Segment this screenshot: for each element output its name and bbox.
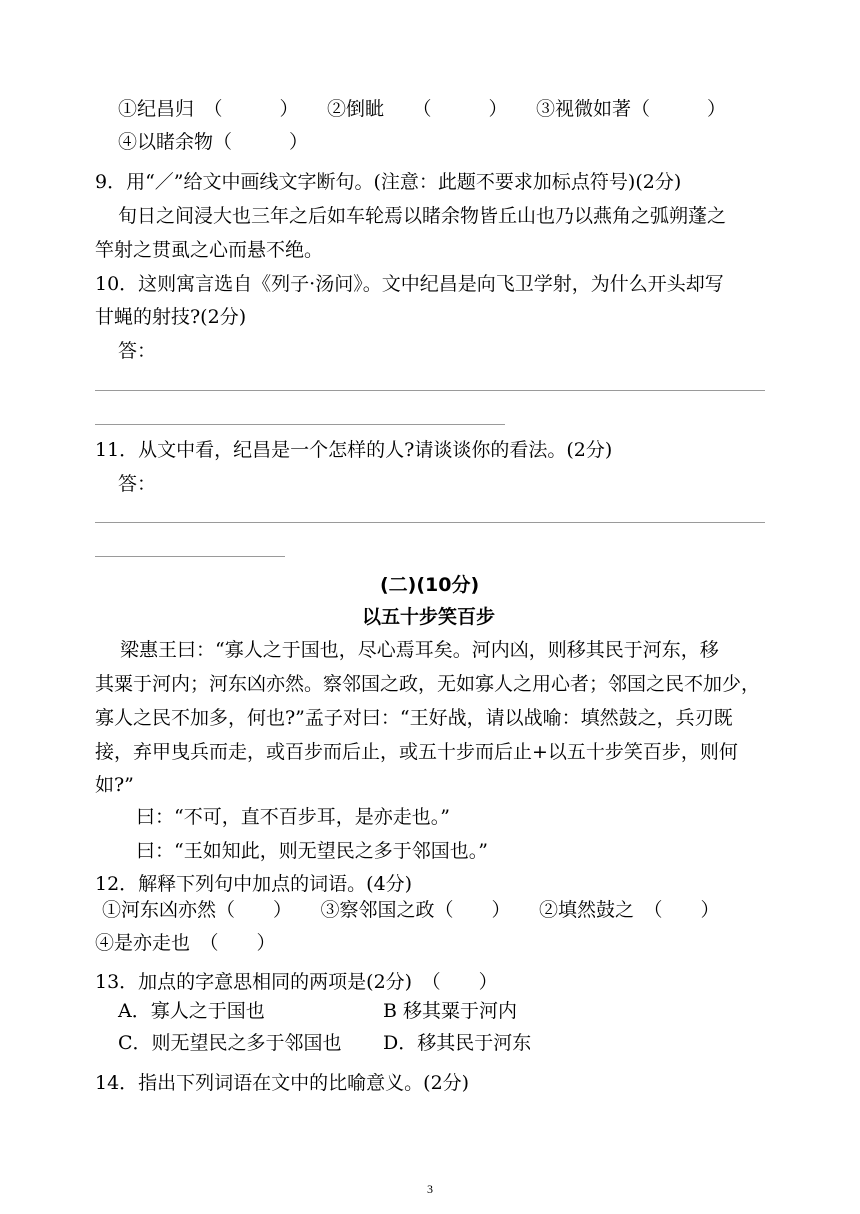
q10-question-line-1: 10．这则寓言选自《列子·汤问》。文中纪昌是向飞卫学射，为什么开头却写 bbox=[95, 273, 724, 295]
q13-option-c: C．则无望民之多于邻国也 bbox=[118, 1032, 342, 1054]
q11-answer-line-1[interactable] bbox=[95, 522, 765, 523]
passage-line-1: 梁惠王曰：“寡人之于国也，尽心焉耳矣。河内凶，则移其民于河东，移 bbox=[120, 639, 719, 661]
q13-question: 13．加点的字意思相同的两项是(2分) （ ） bbox=[95, 971, 498, 993]
q10-answer-label: 答： bbox=[118, 340, 157, 362]
q11-question: 11．从文中看，纪昌是一个怎样的人?请谈谈你的看法。(2分) bbox=[95, 439, 613, 461]
q13-option-d: D．移其民于河东 bbox=[383, 1032, 532, 1054]
section-heading: (二)(10分) bbox=[380, 574, 480, 596]
passage-line-3: 寡人之民不加多，何也?”孟子对曰：“王好战，请以战喻：填然鼓之，兵刃既 bbox=[95, 707, 733, 729]
q12-question: 12．解释下列句中加点的词语。(4分) bbox=[95, 873, 413, 895]
q9-question: 9．用“／”给文中画线文字断句。(注意：此题不要求加标点符号)(2分) bbox=[95, 171, 682, 193]
passage-line-7: 曰：“王如知此，则无望民之多于邻国也。” bbox=[136, 840, 488, 862]
q9-text-line-2: 竿射之贯虱之心而悬不绝。 bbox=[95, 239, 324, 261]
q8-options-line-1: ①纪昌归 （ ） ②倒眦 （ ） ③视微如著（ ） bbox=[118, 98, 727, 120]
q9-text-line-1: 旬日之间浸大也三年之后如车轮焉以睹余物皆丘山也乃以燕角之弧朔蓬之 bbox=[118, 205, 727, 227]
q11-answer-label: 答： bbox=[118, 473, 157, 495]
q10-question-line-2: 甘蝇的射技?(2分) bbox=[95, 306, 247, 328]
q12-options-line-2: ④是亦走也 （ ） bbox=[95, 932, 276, 954]
q13-option-b: B 移其粟于河内 bbox=[383, 1000, 518, 1022]
passage-line-6: 曰：“不可，直不百步耳，是亦走也。” bbox=[136, 806, 450, 828]
q10-answer-line-1[interactable] bbox=[95, 390, 765, 391]
q14-question: 14．指出下列词语在文中的比喻意义。(2分) bbox=[95, 1072, 470, 1094]
passage-line-4: 接，弃甲曳兵而走，或百步而后止，或五十步而后止+以五十步笑百步，则何 bbox=[95, 741, 738, 763]
passage-line-2: 其粟于河内；河东凶亦然。察邻国之政，无如寡人之用心者；邻国之民不加少， bbox=[95, 673, 761, 695]
q13-option-a: A．寡人之于国也 bbox=[118, 1000, 265, 1022]
q10-answer-line-2[interactable] bbox=[95, 424, 505, 425]
page-number: 3 bbox=[427, 1182, 433, 1196]
passage-title: 以五十步笑百步 bbox=[362, 606, 496, 628]
q11-answer-line-2[interactable] bbox=[95, 556, 285, 557]
q12-options-line-1: ①河东凶亦然（ ） ③察邻国之政（ ） ②填然鼓之 （ ） bbox=[102, 899, 720, 921]
passage-line-5: 如?” bbox=[95, 774, 134, 796]
q8-options-line-2: ④以睹余物（ ） bbox=[118, 131, 309, 153]
